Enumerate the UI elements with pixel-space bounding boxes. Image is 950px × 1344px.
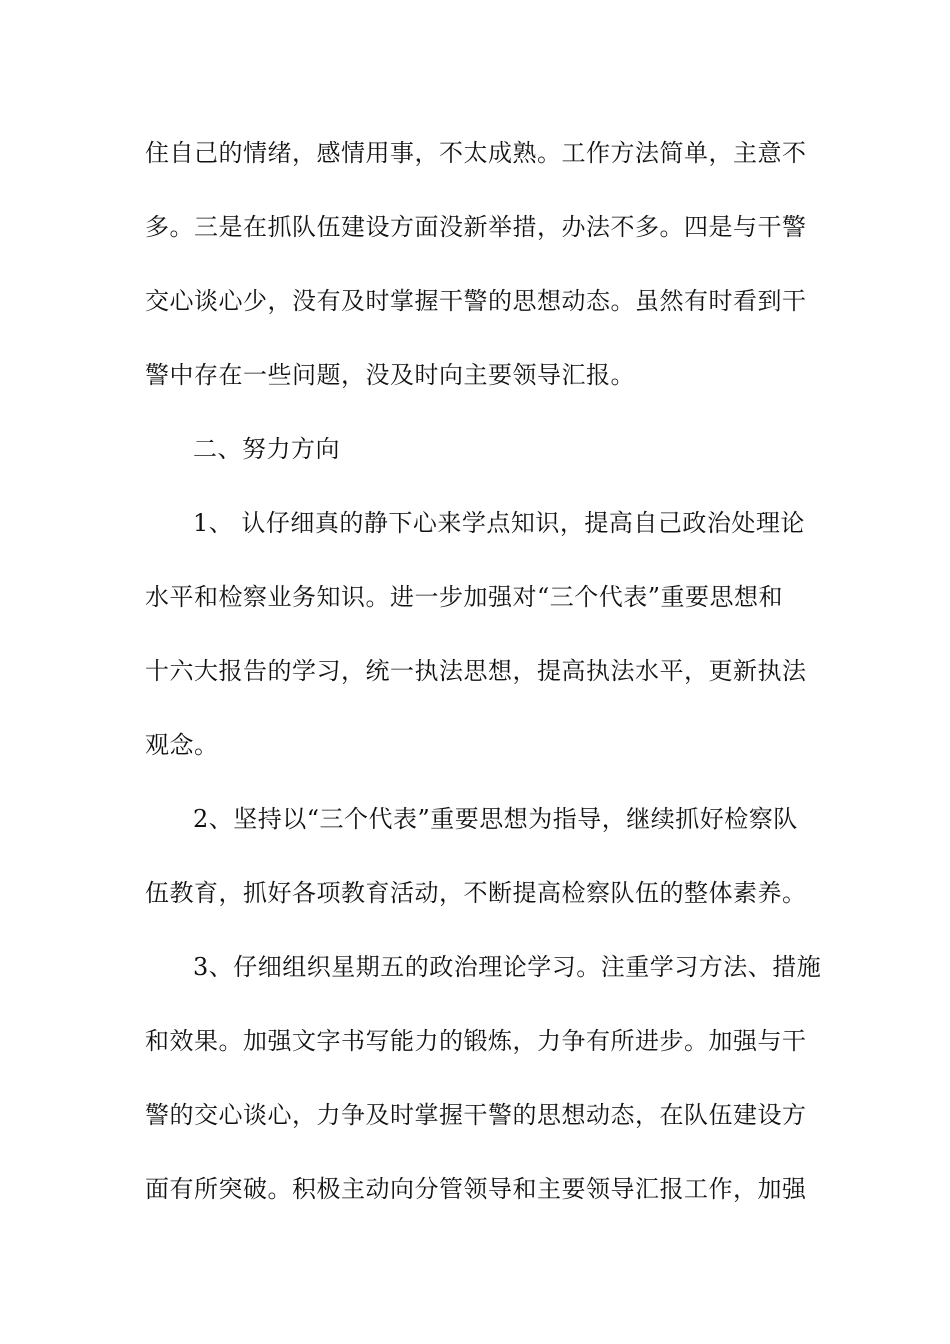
body-text-line: 观念。 xyxy=(145,731,219,759)
body-text-line: 住自己的情绪，感情用事，不太成熟。工作方法简单，主意不 xyxy=(145,139,807,167)
body-text-line: 十六大报告的学习，统一执法思想，提高执法水平，更新执法 xyxy=(145,657,807,685)
body-text-line: 伍教育，抓好各项教育活动，不断提高检察队伍的整体素养。 xyxy=(145,879,807,907)
body-text-line: 2、坚持以“三个代表”重要思想为指导，继续抓好检察队 xyxy=(193,805,798,833)
body-text-line: 警的交心谈心，力争及时掌握干警的思想动态，在队伍建设方 xyxy=(145,1101,807,1129)
body-text-line: 水平和检察业务知识。进一步加强对“三个代表”重要思想和 xyxy=(145,583,784,611)
body-text-line: 和效果。加强文字书写能力的锻炼，力争有所进步。加强与干 xyxy=(145,1027,807,1055)
body-text-line: 交心谈心少，没有及时掌握干警的思想动态。虽然有时看到干 xyxy=(145,287,807,315)
body-text-line: 3、仔细组织星期五的政治理论学习。注重学习方法、措施 xyxy=(193,953,822,981)
body-text-line: 多。三是在抓队伍建设方面没新举措，办法不多。四是与干警 xyxy=(145,213,807,241)
body-text-line: 面有所突破。积极主动向分管领导和主要领导汇报工作，加强 xyxy=(145,1175,807,1203)
body-text-line: 1、 认仔细真的静下心来学点知识，提高自己政治处理论 xyxy=(193,509,805,537)
section-heading: 二、努力方向 xyxy=(193,435,340,463)
body-text-line: 警中存在一些问题，没及时向主要领导汇报。 xyxy=(145,361,635,389)
